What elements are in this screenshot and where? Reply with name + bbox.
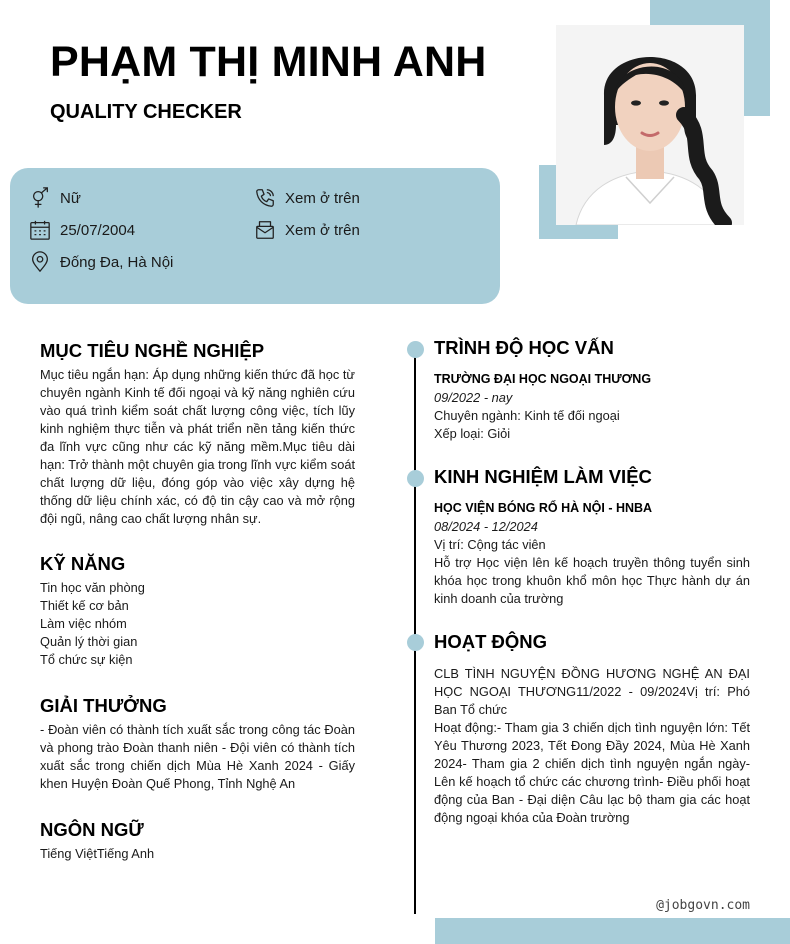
contact-address <box>29 251 173 273</box>
experience-description: Hỗ trợ Học viện lên kế hoạch truyền thông tuyển sinh khóa học trong khuôn khổ môn học Thực hành dự án kinh doanh của trường <box>434 555 750 606</box>
activities-heading: HOẠT ĐỘNG <box>434 631 548 652</box>
timeline-dot-education <box>407 341 424 358</box>
education-school: TRƯỜNG ĐẠI HỌC NGOẠI THƯƠNG <box>434 372 652 386</box>
gender-value: Nữ <box>60 189 81 207</box>
objective-text: Mục tiêu ngắn hạn: Áp dụng những kiến thức đã học từ chuyên ngành Kinh tế đối ngoại và kỹ năng nghiên cứu vào quá trình kiểm soát chất lượng công việc, tích lũy kinh nghiệm thực tiễn và phát triển nền tảng kiến thức đa lĩnh vực cũng như các kỹ năng mềm.Mục tiêu dài hạn: Trở thành một chuyên gia trong lĩnh vực kiểm soát chất lượng dữ liệu, đóng góp vào việc xây dựng hệ thống dữ liệu chính xác, có độ tin cậy cao và mở rộng đội ngũ, nâng cao chất lượng nhân sự. <box>40 367 355 526</box>
education-period: 09/2022 - nay <box>434 390 513 405</box>
contact-gender <box>29 187 81 209</box>
skill-item: Làm việc nhóm <box>40 616 127 631</box>
activities-summary: CLB TÌNH NGUYỆN ĐỒNG HƯƠNG NGHỆ AN ĐẠI HỌC NGOẠI THƯƠNG11/2022 - 09/2024Vị trí: Phó Ban Tổ chức <box>434 666 750 717</box>
skill-item: Tổ chức sự kiện <box>40 652 133 667</box>
awards-heading: GIẢI THƯỞNG <box>40 695 167 716</box>
awards-text: - Đoàn viên có thành tích xuất sắc trong công tác Đoàn và phong trào Đoàn thanh niên - Đội viên có thành tích xuất sắc trong chiến dịch Mùa Hè Xanh 2024 - Giấy khen Huyện Đoàn Quế Phong, Tỉnh Nghệ An <box>40 722 355 791</box>
timeline-dot-experience <box>407 470 424 487</box>
address-value: Đống Đa, Hà Nội <box>60 253 174 271</box>
languages-heading: NGÔN NGỮ <box>40 819 144 840</box>
education-major: Chuyên ngành: Kinh tế đối ngoại <box>434 408 620 423</box>
education-heading: TRÌNH ĐỘ HỌC VẤN <box>434 337 614 358</box>
education-grade: Xếp loại: Giỏi <box>434 426 511 441</box>
calendar-icon <box>29 219 51 241</box>
languages-text: Tiếng ViệtTiếng Anh <box>40 846 155 861</box>
experience-heading: KINH NGHIỆM LÀM VIỆC <box>434 466 652 487</box>
candidate-name: PHẠM THỊ MINH ANH <box>50 38 487 86</box>
profile-photo <box>556 25 744 225</box>
skill-item: Quản lý thời gian <box>40 634 138 649</box>
contact-phone <box>254 187 360 209</box>
watermark: @jobgovn.com <box>656 898 750 913</box>
skills-heading: KỸ NĂNG <box>40 553 126 574</box>
location-icon <box>29 251 51 273</box>
gender-icon <box>29 187 51 209</box>
contact-birthdate <box>29 219 135 241</box>
portrait-image <box>556 25 744 225</box>
phone-icon <box>254 187 276 209</box>
experience-period: 08/2024 - 12/2024 <box>434 519 538 534</box>
timeline-line <box>414 349 416 914</box>
decor-block-bottom-right <box>435 918 790 944</box>
birthdate-value: 25/07/2004 <box>60 221 136 239</box>
objective-heading: MỤC TIÊU NGHỀ NGHIỆP <box>40 340 265 361</box>
email-value: Xem ở trên <box>285 221 360 239</box>
timeline-dot-activities <box>407 634 424 651</box>
email-icon <box>254 219 276 241</box>
activities-details: Hoạt động:- Tham gia 3 chiến dịch tình nguyện lớn: Tết Yêu Thương 2023, Tết Đong Đầy 2024, Mùa Hè Xanh 2024- Tham gia 2 chiến dịch tình nguyện ngắn ngày- Lên kế hoạch tổ chức các chương trình- Điều phối hoạt động của Ban - Đại diện Câu lạc bộ tham gia các hoạt động ngoại khóa của Đoàn trường <box>434 720 750 825</box>
experience-position: Vị trí: Cộng tác viên <box>434 537 546 552</box>
job-title: QUALITY CHECKER <box>50 101 242 123</box>
experience-company: HỌC VIỆN BÓNG RỔ HÀ NỘI - HNBA <box>434 501 653 515</box>
contact-email <box>254 219 360 241</box>
skill-item: Tin học văn phòng <box>40 580 145 595</box>
phone-value: Xem ở trên <box>285 189 360 207</box>
skill-item: Thiết kế cơ bản <box>40 598 129 613</box>
